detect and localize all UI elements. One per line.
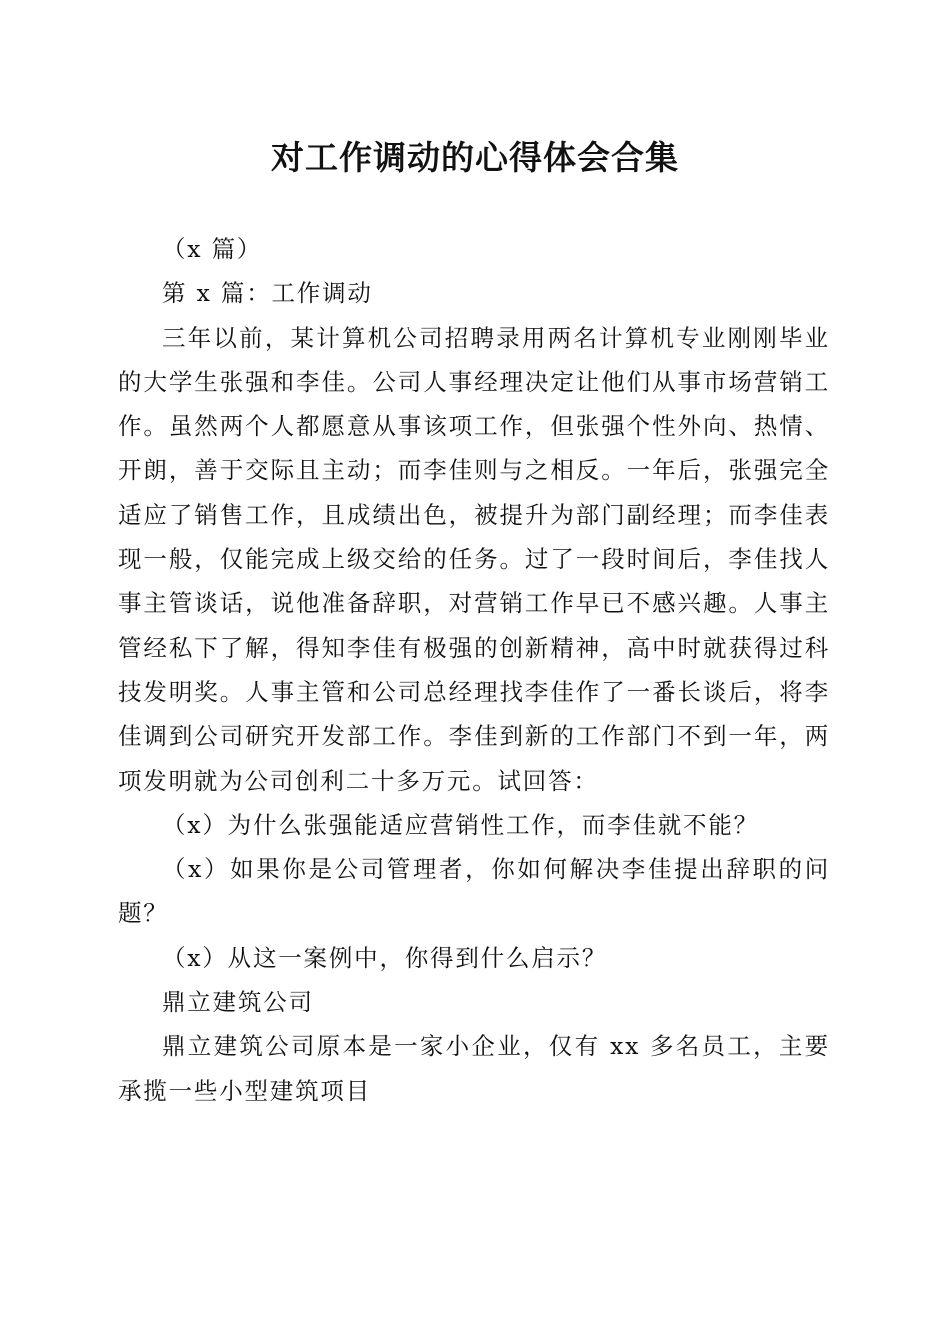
question-2: （x）如果你是公司管理者，你如何解决李佳提出辞职的问题？	[118, 855, 830, 928]
question-3: （x）从这一案例中，你得到什么启示？	[162, 943, 608, 972]
document-body	[118, 227, 830, 1113]
case-paragraph: 三年以前，某计算机公司招聘录用两名计算机专业刚刚毕业的大学生张强和李佳。公司人事经理决定让他们从事市场营销工作。虽然两个人都愿意从事该项工作，但张强个性外向、热情、开朗，善于交际且主动；而李佳则与之相反。一年后，张强完全适应了销售工作，且成绩出色，被提升为部门副经理；而李佳表现一般，仅能完成上级交给的任务。过了一段时间后，李佳找人事主管谈话，说他准备辞职，对营销工作早已不感兴趣。人事主管经私下了解，得知李佳有极强的创新精神，高中时就获得过科技发明奖。人事主管和公司总经理找李佳作了一番长谈后，将李佳调到公司研究开发部工作。李佳到新的工作部门不到一年，两项发明就为公司创利二十多万元。试回答：	[118, 323, 830, 795]
case-title: 鼎立建筑公司	[162, 988, 314, 1017]
document-title: 对工作调动的心得体会合集	[271, 138, 679, 177]
case-intro-paragraph: 鼎立建筑公司原本是一家小企业，仅有 xx 多名员工，主要承揽一些小型建筑项目	[118, 1032, 830, 1105]
section-count-line: （x 篇）	[162, 235, 263, 263]
question-1: （x）为什么张强能适应营销性工作，而李佳就不能？	[162, 810, 759, 839]
section-heading: 第 x 篇：工作调动	[162, 279, 373, 308]
